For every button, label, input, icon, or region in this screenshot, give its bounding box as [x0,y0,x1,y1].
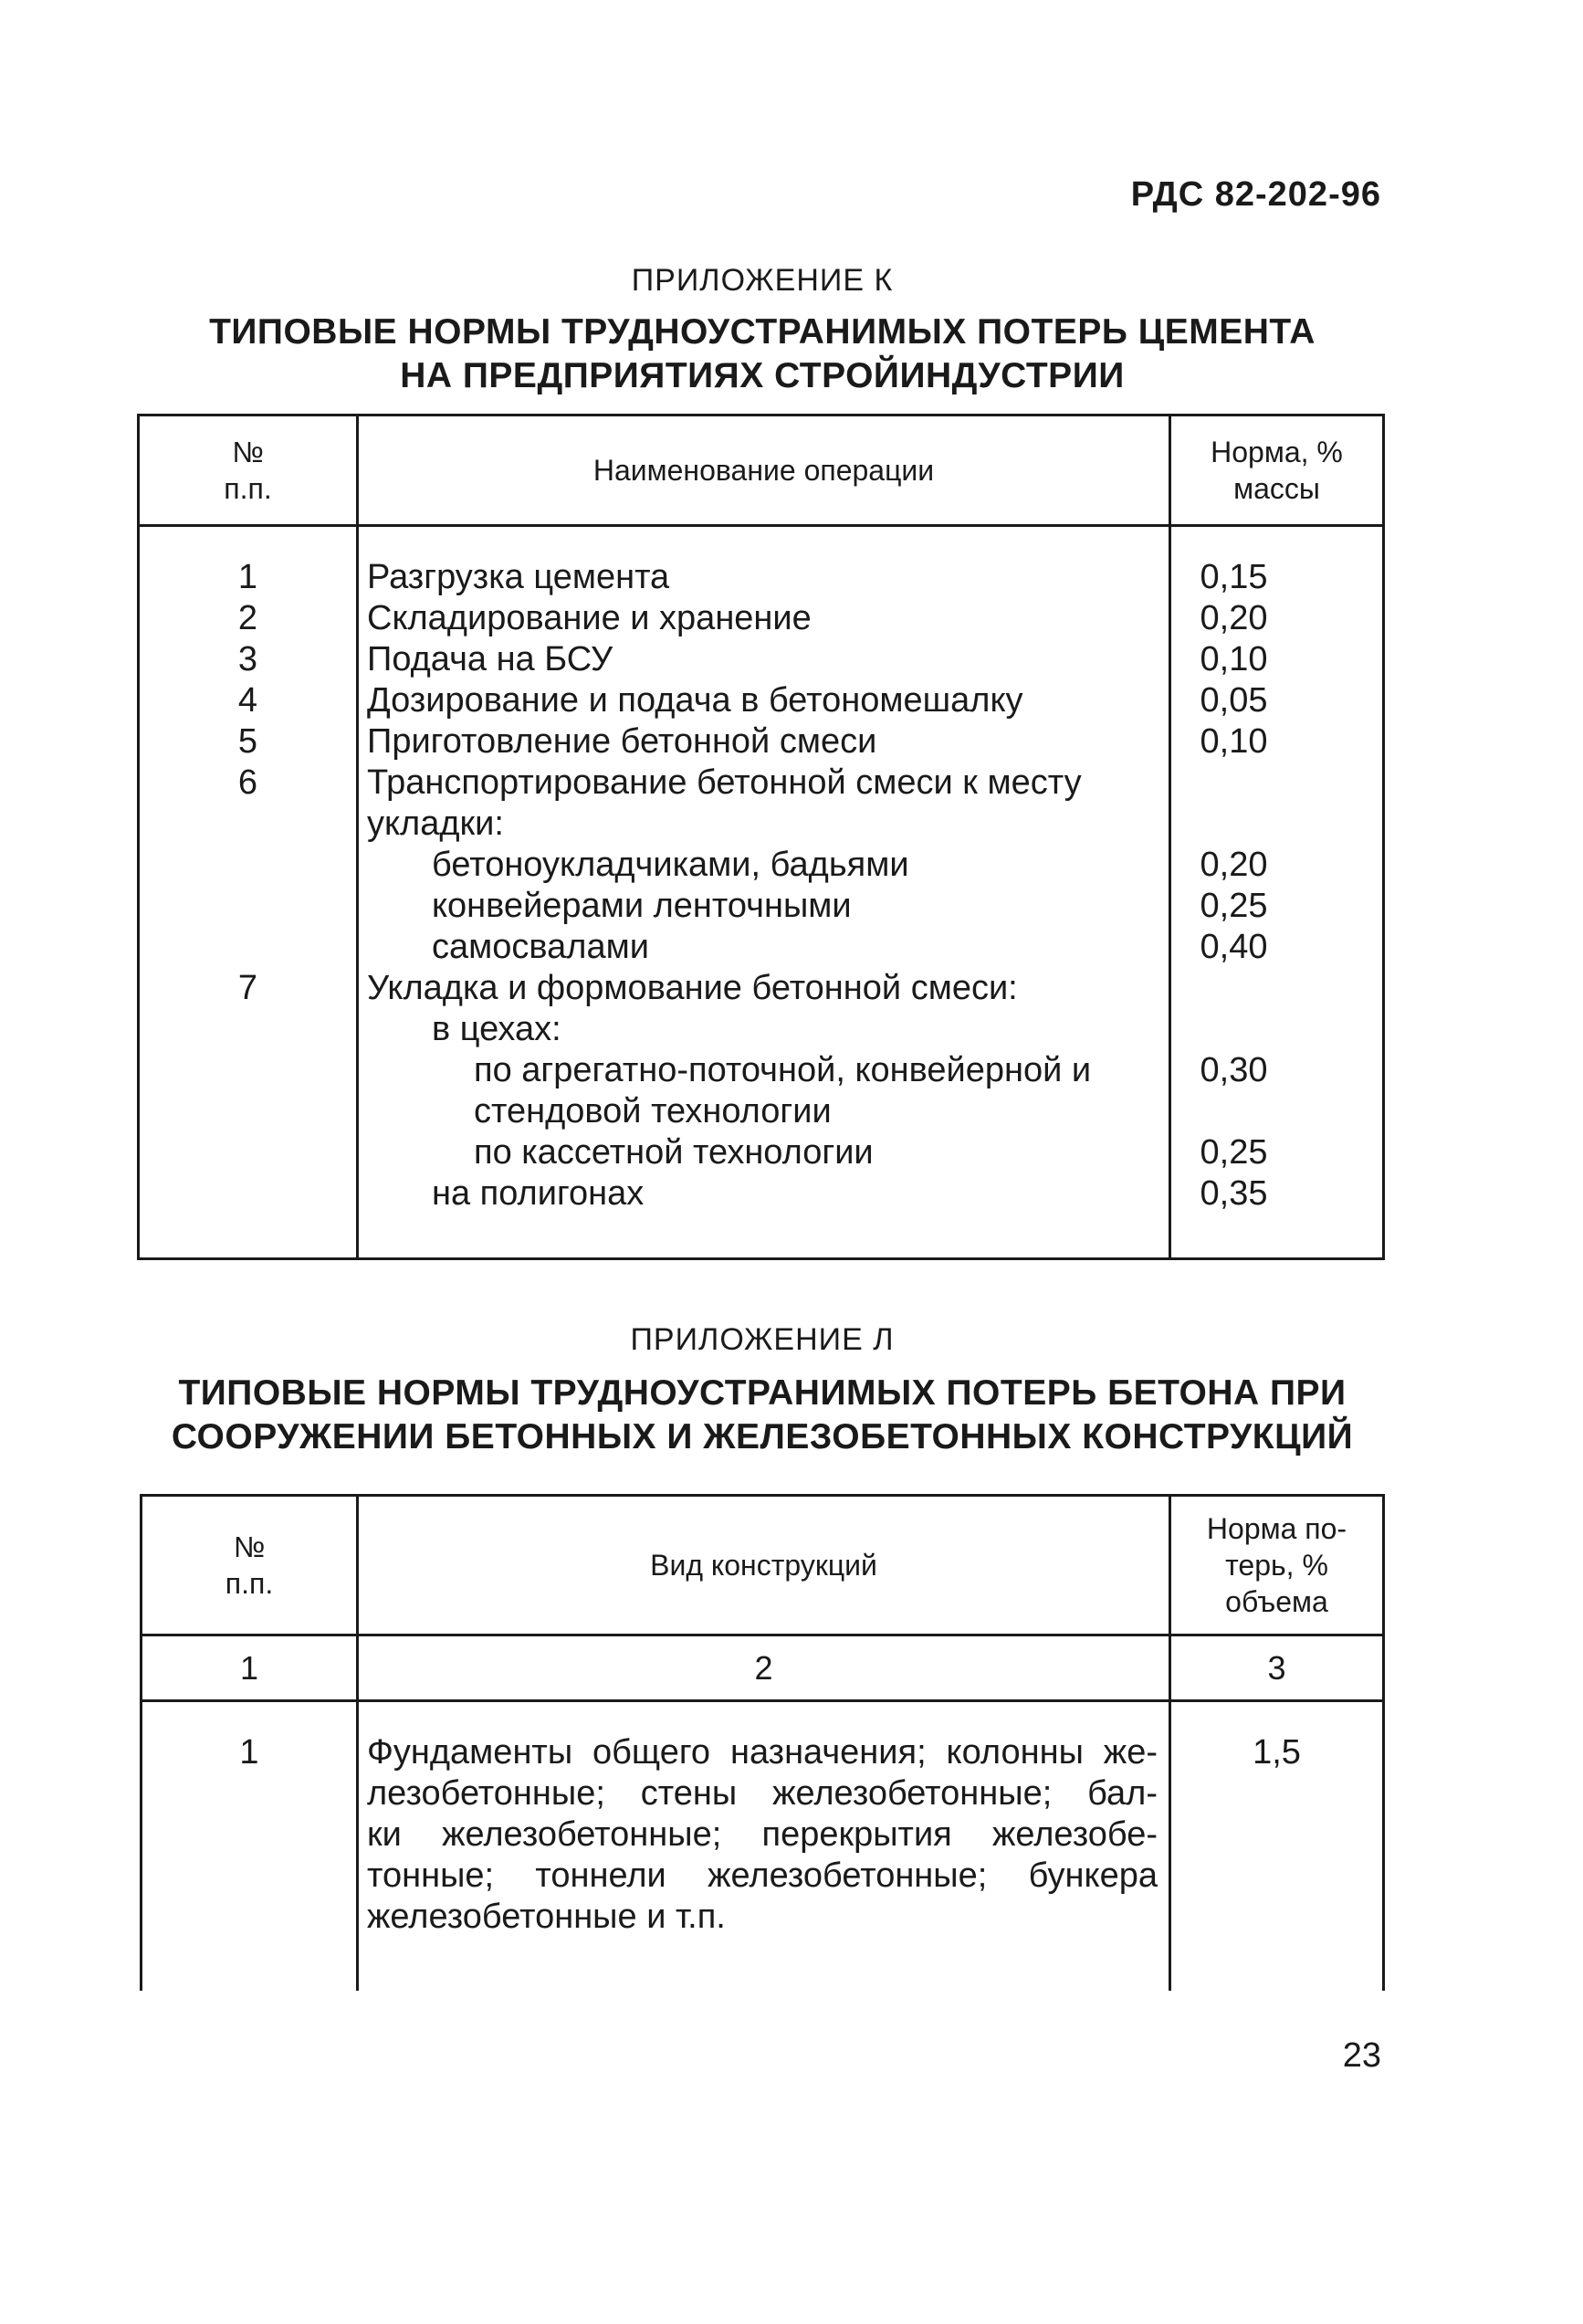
table-k-header-name [359,416,1169,524]
header-text: терь, % [1225,1549,1328,1582]
table-k [137,414,1385,1260]
row-number: 3 [237,640,258,678]
operation-name: Укладка и формование бетонной смеси: [367,969,1018,1007]
page-number: 23 [1342,2036,1381,2075]
row-number: 7 [237,969,258,1007]
operation-name: укладки: [367,804,504,843]
construction-type-line: Фундаменты общего назначения; колонны же- [367,1733,1158,1772]
norm-value: 0,20 [1200,846,1268,884]
operation-name: Приготовление бетонной смеси [367,722,877,761]
norm-value: 0,25 [1200,1133,1268,1172]
header-text: массы [1233,472,1320,505]
header-text: объема [1225,1585,1328,1618]
operation-name: Транспортирование бетонной смеси к месту [367,763,1082,802]
appendix-k-title-line: ТИПОВЫЕ НОРМЫ ТРУДНОУСТРАНИМЫХ ПОТЕРЬ ЦЕМЕНТА [209,312,1316,352]
column-number: 3 [1267,1648,1286,1687]
norm-value: 0,10 [1200,722,1268,761]
header-text: № [233,1530,266,1563]
appendix-k-title [137,310,1388,398]
header-text: Наименование операции [592,454,935,487]
row-number: 1 [239,1733,259,1772]
appendix-k-title-line: НА ПРЕДПРИЯТИЯХ СТРОЙИНДУСТРИИ [400,356,1125,395]
construction-type [367,1732,1158,1938]
operation-name: по кассетной технологии [474,1133,874,1172]
norm-value: 0,15 [1200,558,1268,596]
appendix-k-label: ПРИЛОЖЕНИЕ К [631,263,894,298]
row-number: 1 [237,558,258,596]
document-code: РДС 82-202-96 [1130,175,1381,214]
row-number: 5 [237,722,258,761]
appendix-l-title [137,1372,1388,1459]
operation-name: Подача на БСУ [367,640,613,678]
appendix-l-label: ПРИЛОЖЕНИЕ Л [630,1322,895,1357]
operation-name: бетоноукладчиками, бадьями [432,846,909,884]
table-k-header-norm [1171,416,1382,524]
table-l-header-num [142,1497,356,1634]
operation-name: на полигонах [432,1174,645,1213]
operation-name: стендовой технологии [474,1092,832,1130]
norm-value: 1,5 [1253,1733,1301,1772]
construction-type-line: ки железобетонные; перекрытия железобе- [367,1815,1158,1854]
norm-value: 0,35 [1200,1174,1268,1213]
norm-value: 0,25 [1200,887,1268,925]
operation-name: в цехах: [432,1010,561,1048]
norm-value: 0,05 [1200,681,1268,720]
header-text: п.п. [224,472,272,505]
header-text: Норма по- [1206,1512,1347,1545]
appendix-l-title-line: ТИПОВЫЕ НОРМЫ ТРУДНОУСТРАНИМЫХ ПОТЕРЬ БЕТОНА ПРИ [178,1373,1347,1413]
table-l-header-norm [1171,1497,1382,1634]
norm-value: 0,30 [1200,1051,1268,1089]
table-k-header-num [140,416,356,524]
table-l-header-name [359,1497,1169,1634]
operation-name: самосвалами [432,928,649,966]
header-text: Вид конструкций [650,1549,877,1582]
norm-value: 0,40 [1200,928,1268,966]
operation-name: конвейерами ленточными [432,887,852,925]
operation-name: Дозирование и подача в бетономешалку [367,681,1023,720]
construction-type-line: лезобетонные; стены железобетонные; бал- [367,1774,1158,1813]
row-number: 4 [237,681,258,720]
operation-name: Складирование и хранение [367,599,812,637]
construction-type-line: тонные; тоннели железобетонные; бункера [367,1856,1158,1895]
column-number: 2 [754,1648,773,1687]
column-number: 1 [239,1648,259,1687]
operation-name: по агрегатно-поточной, конвейерной и [474,1051,1092,1089]
row-number: 2 [237,599,258,637]
operation-name: Разгрузка цемента [367,558,670,596]
norm-value: 0,10 [1200,640,1268,678]
row-number: 6 [237,763,258,802]
header-text: п.п. [225,1567,274,1600]
appendix-l-title-line: СООРУЖЕНИИ БЕТОННЫХ И ЖЕЛЕЗОБЕТОННЫХ КОНСТРУКЦИЙ [171,1417,1354,1456]
header-text: Норма, % [1211,436,1343,468]
construction-type-line: железобетонные и т.п. [367,1898,726,1936]
header-text: № [232,436,264,468]
norm-value: 0,20 [1200,599,1268,637]
